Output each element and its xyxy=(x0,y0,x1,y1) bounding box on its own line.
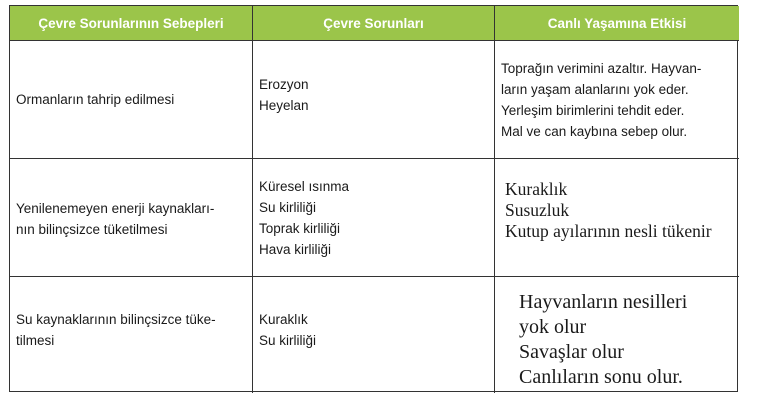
row2-effect-line: Kuraklık xyxy=(505,179,568,199)
row1-effects-cell xyxy=(495,41,739,159)
row2-cause-line: Yenilenemeyen enerji kaynakları- xyxy=(16,201,215,216)
row1-effect-line: Yerleşim birimlerini tehdit eder. xyxy=(501,103,685,118)
row3-effect-line: yok olur xyxy=(519,316,587,338)
row2-problems-cell xyxy=(253,159,495,277)
row2-problem-item: Hava kirliliği xyxy=(259,242,332,257)
row1-cause-cell xyxy=(10,41,253,159)
row1-problems-cell xyxy=(253,41,495,159)
row3-problem-item: Kuraklık xyxy=(259,312,308,327)
row2-effects-cell xyxy=(495,159,739,277)
header-problems: Çevre Sorunları xyxy=(253,6,495,41)
row1-cause-line: Ormanların tahrip edilmesi xyxy=(16,92,175,107)
row1-effect-line: ların yaşam alanlarını yok eder. xyxy=(501,82,689,97)
row1-effect-line: Toprağın verimini azaltır. Hayvan- xyxy=(501,61,702,76)
row2-problem-item: Su kirliliği xyxy=(259,200,317,215)
row1-problem-item: Erozyon xyxy=(259,77,309,92)
row3-effect-line: Hayvanların nesilleri xyxy=(519,291,688,313)
row3-effect-line: Canlıların sonu olur. xyxy=(519,366,683,388)
row3-problem-item: Su kirliliği xyxy=(259,333,317,348)
row1-problem-item: Heyelan xyxy=(259,98,309,113)
row3-problems-cell xyxy=(253,277,495,393)
environment-table xyxy=(9,5,738,392)
row2-effect-line: Kutup ayılarının nesli tükenir xyxy=(505,221,712,241)
row3-effects-cell xyxy=(495,277,739,393)
row2-problem-item: Küresel ısınma xyxy=(259,179,350,194)
row3-cause-cell xyxy=(10,277,253,393)
header-effects: Canlı Yaşamına Etkisi xyxy=(495,6,739,41)
row2-effect-line: Susuzluk xyxy=(505,200,570,220)
row1-effect-line: Mal ve can kaybına sebep olur. xyxy=(501,124,688,139)
row2-cause-line: nın bilinçsizce tüketilmesi xyxy=(16,222,168,237)
row2-cause-cell xyxy=(10,159,253,277)
row3-effect-line: Savaşlar olur xyxy=(519,341,624,363)
row2-problem-item: Toprak kirliliği xyxy=(259,221,341,236)
header-causes: Çevre Sorunlarının Sebepleri xyxy=(10,6,253,41)
row3-cause-line: tilmesi xyxy=(16,333,55,348)
row3-cause-line: Su kaynaklarının bilinçsizce tüke- xyxy=(16,312,216,327)
